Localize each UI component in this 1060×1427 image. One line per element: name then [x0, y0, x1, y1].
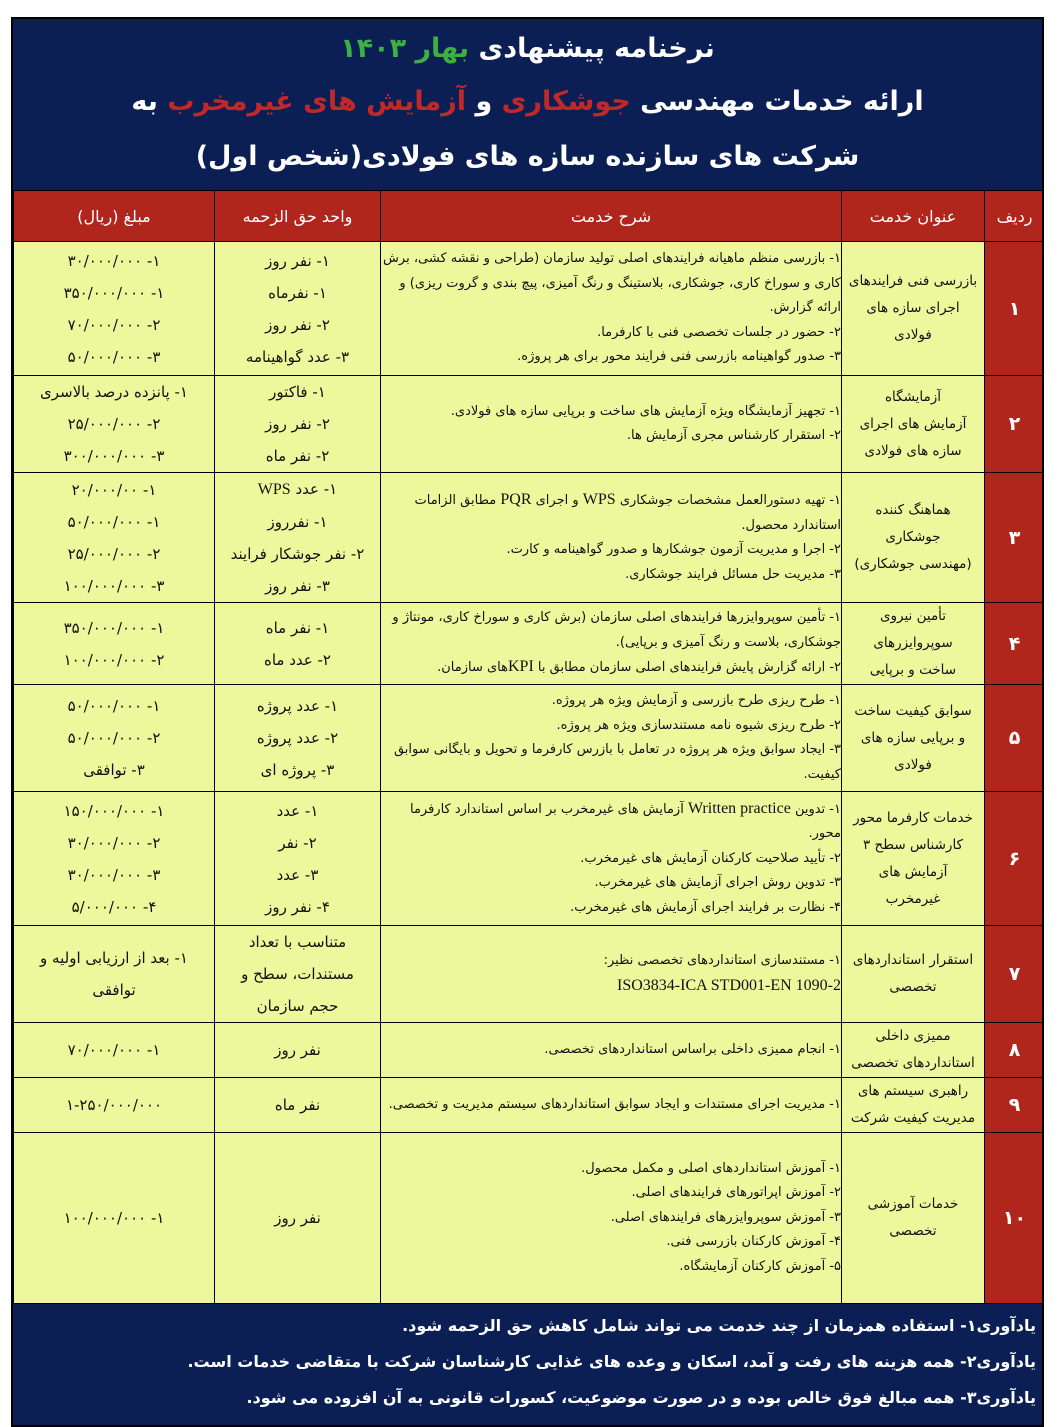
fee-unit-line: ۱- نفر روز	[265, 251, 330, 270]
service-title-line: فولادی	[894, 756, 932, 773]
amount-line: ۱- پانزده درصد بالاسری	[40, 383, 188, 401]
service-title-line: استانداردهای تخصصی	[851, 1055, 975, 1071]
fee-unit-line: ۴- نفر روز	[265, 897, 330, 916]
table-row	[14, 1023, 1045, 1078]
service-description-line: ۱- آموزش استانداردهای اصلی و مکمل محصول.	[581, 1160, 841, 1176]
amount	[14, 473, 215, 603]
table-row	[14, 242, 1045, 376]
amount-line: ۲- ۷۰/۰۰۰/۰۰۰	[67, 315, 161, 334]
amount-line: ۳- ۳۰/۰۰۰/۰۰۰	[67, 865, 161, 884]
service-title	[842, 1133, 985, 1304]
table-row	[14, 1133, 1045, 1304]
service-description-line: ۳- صدور گواهینامه بازرسی فنی فرایند محور برای هر پروژه.	[517, 349, 841, 365]
service-description-line: ۱- مدیریت اجرای مستندات و ایجاد سوابق استانداردهای سیستم مدیریت و تخصصی.	[388, 1096, 841, 1112]
service-title-line: کارشناس سطح ۳	[863, 836, 963, 853]
amount-line: ۳- توافقی	[83, 761, 145, 779]
service-description	[381, 1023, 842, 1078]
header-fee-unit: واحد حق الزحمه	[215, 191, 381, 242]
service-title-line: و برپایی سازه های	[860, 729, 966, 746]
fee-unit-line: ۲- نفر روز	[265, 315, 330, 334]
header-service-description: شرح خدمت	[381, 191, 842, 242]
header-service-title: عنوان خدمت	[842, 191, 985, 242]
amount-line: ۱- ۵۰/۰۰۰/۰۰۰	[67, 697, 161, 715]
amount-line: ۲- ۵۰/۰۰۰/۰۰۰	[67, 729, 161, 747]
fee-unit	[215, 473, 381, 603]
service-description-line: ۱- طرح ریزی طرح بازرسی و آزمایش ویژه هر پروژه.	[551, 693, 841, 708]
service-title-line: مدیریت کیفیت شرکت	[850, 1110, 976, 1126]
service-title-line: تخصصی	[889, 1223, 937, 1239]
row-number: ۳	[985, 473, 1045, 603]
service-title	[842, 792, 985, 926]
title-block	[13, 19, 1042, 190]
amount	[14, 376, 215, 473]
fee-unit-line: ۲- نفر روز	[265, 415, 330, 433]
fee-unit-line: نفر روز	[274, 1041, 321, 1059]
service-description-line: ۲- تأیید صلاحیت کارکنان آزمایش های غیرمخرب.	[580, 850, 841, 866]
amount-line: ۳- ۱۰۰/۰۰۰/۰۰۰	[63, 576, 165, 595]
amount-line: ۲- ۱۰۰/۰۰۰/۰۰۰	[63, 650, 165, 669]
title-prefix: نرخنامه پیشنهادی	[469, 33, 715, 64]
fee-unit	[215, 376, 381, 473]
service-title	[842, 926, 985, 1023]
amount-line: ۱- ۱۵۰/۰۰۰/۰۰۰	[63, 801, 165, 820]
service-title-line: سوپروایزرهای	[873, 635, 953, 651]
fee-unit-line: ۲- نفر	[278, 833, 317, 852]
fee-unit-line: ۲- نفر ماه	[265, 447, 330, 465]
fee-unit	[215, 603, 381, 685]
table-row	[14, 473, 1045, 603]
amount	[14, 685, 215, 792]
amount-line: ۱- ۱۰۰/۰۰۰/۰۰۰	[63, 1209, 165, 1227]
service-title-line: اجرای سازه های	[866, 300, 960, 316]
service-description	[381, 792, 842, 926]
title-line-2	[13, 74, 1042, 129]
service-title	[842, 685, 985, 792]
fee-unit-line: ۱- نفرماه	[268, 283, 327, 302]
service-title-line: بازرسی فنی فرایندهای	[848, 273, 978, 289]
table-body	[14, 242, 1045, 1304]
service-description-line: ۴- آموزش کارکنان بازرسی فنی.	[666, 1234, 841, 1250]
amount	[14, 792, 215, 926]
table-row	[14, 1078, 1045, 1133]
amount-line: ۳- ۳۰۰/۰۰۰/۰۰۰	[63, 447, 165, 465]
service-title-line: راهبری سیستم های	[857, 1083, 969, 1099]
service-description-line: ۱- تأمین سوپروایزرها فرایندهای اصلی سازمان (برش کاری و سوراخ کاری، مونتاژ و جوشکاری، بلاست و رنگ آمیزی و برپایی).	[392, 610, 841, 650]
title-ndt-highlight: آزمایش های غیرمخرب	[167, 86, 467, 117]
amount-line: ۱- ۳۵۰/۰۰۰/۰۰۰	[63, 618, 165, 637]
title-season-highlight: بهار ۱۴۰۳	[340, 33, 470, 64]
service-title-line: غیرمخرب	[885, 890, 941, 907]
service-title	[842, 376, 985, 473]
amount-line: ۲- ۲۵/۰۰۰/۰۰۰	[67, 544, 161, 563]
footer-note-3: یادآوری۳- همه مبالغ فوق خالص بوده و در صورت موضوعیت، کسورات قانونی به آن افزوده می شود.	[246, 1388, 1036, 1407]
service-description-line: ۳- مدیریت حل مسائل فرایند جوشکاری.	[625, 566, 841, 582]
table-header-row	[14, 191, 1045, 242]
service-description	[381, 242, 842, 376]
fee-unit-line: ۱- نفرروز	[267, 513, 328, 531]
amount-line: ۱- ۵۰/۰۰۰/۰۰۰	[67, 512, 161, 531]
amount-line: ۱- ۳۵۰/۰۰۰/۰۰۰	[63, 283, 165, 302]
footer-clipped-line	[13, 1416, 1036, 1427]
amount-line: ۴- ۵/۰۰۰/۰۰۰	[71, 897, 157, 916]
service-description-line: ۱- انجام ممیزی داخلی براساس استانداردهای تخصصی.	[544, 1041, 841, 1057]
service-description-line: ۲- استقرار کارشناس مجری آزمایش ها.	[626, 428, 841, 443]
title-line-3: شرکت های سازنده سازه های فولادی(شخص اول)	[195, 141, 860, 172]
fee-unit-line: ۳- پروژه ای	[260, 761, 335, 779]
fee-unit-line: نفر روز	[274, 1209, 321, 1227]
rates-table	[13, 190, 1044, 1304]
amount-line: ۲- ۲۵/۰۰۰/۰۰۰	[67, 415, 161, 433]
amount-line: ۱- بعد از ارزیابی اولیه و	[40, 949, 188, 967]
service-title	[842, 1023, 985, 1078]
row-number: ۱۰	[985, 1133, 1045, 1304]
fee-unit-line: ۱- عدد WPS	[257, 480, 338, 498]
fee-unit-line: ۱- عدد پروژه	[256, 697, 339, 715]
fee-unit-line: مستندات، سطح و	[241, 965, 354, 983]
row-number: ۲	[985, 376, 1045, 473]
fee-unit	[215, 685, 381, 792]
table-row	[14, 685, 1045, 792]
fee-unit	[215, 1078, 381, 1133]
service-title-line: (مهندسی جوشکاری)	[854, 556, 972, 572]
amount	[14, 1023, 215, 1078]
amount-line: ۱- ۳۰/۰۰۰/۰۰۰	[67, 251, 161, 270]
service-description	[381, 685, 842, 792]
fee-unit-line: ۱- عدد	[276, 801, 319, 820]
service-title-line: تأمین نیروی	[879, 608, 947, 624]
footer-note-1: یادآوری۱- استفاده همزمان از چند خدمت می تواند شامل کاهش حق الزحمه شود.	[402, 1316, 1036, 1335]
service-description-line: ۳- آموزش سوپروایزرهای فرایندهای اصلی.	[610, 1209, 841, 1225]
service-description-line: ۲- ارائه گزارش پایش فرایندهای اصلی سازمان مطابق با KPIهای سازمان.	[437, 658, 841, 676]
fee-unit	[215, 242, 381, 376]
service-title-line: فولادی	[894, 327, 932, 343]
service-title-line: سوابق کیفیت ساخت	[854, 702, 972, 719]
service-description	[381, 376, 842, 473]
table-row	[14, 603, 1045, 685]
fee-unit-line: ۳- نفر روز	[265, 577, 330, 595]
fee-unit-line: حجم سازمان	[256, 997, 339, 1015]
service-description	[381, 1133, 842, 1304]
service-title-line: استقرار استانداردهای	[852, 952, 974, 968]
fee-unit-line: ۲- نفر جوشکار فرایند	[230, 545, 365, 563]
title-welding-highlight: جوشکاری	[501, 86, 631, 117]
service-description-line: ۱- بازرسی منظم ماهیانه فرایندهای اصلی تولید سازمان (طراحی و نقشه کشی، برش کاری و سوراخ کاری، جوشکاری، بلاستینگ و رنگ آمیزی، پیچ بندی و گروت ریزی) و ارائه گزارش.	[383, 251, 841, 316]
amount	[14, 242, 215, 376]
row-number: ۶	[985, 792, 1045, 926]
fee-unit	[215, 1133, 381, 1304]
header-row-number: ردیف	[985, 191, 1045, 242]
row-number: ۸	[985, 1023, 1045, 1078]
service-title-line: هماهنگ کننده	[875, 502, 951, 518]
service-title	[842, 473, 985, 603]
rate-sheet	[11, 17, 1044, 1427]
service-title	[842, 603, 985, 685]
row-number: ۹	[985, 1078, 1045, 1133]
service-description-line: ۱- تدوین Written practice آزمایش های غیرمخرب بر اساس استاندارد کارفرما محور.	[409, 799, 841, 842]
amount	[14, 603, 215, 685]
fee-unit-line: نفر ماه	[274, 1096, 321, 1114]
amount	[14, 1133, 215, 1304]
title-text: ارائه خدمات مهندسی	[630, 86, 924, 117]
table-row	[14, 926, 1045, 1023]
title-text: و	[466, 86, 502, 117]
fee-unit-line: ۱- فاکتور	[269, 383, 326, 401]
fee-unit-line: ۱- نفر ماه	[265, 618, 330, 637]
service-description-line: ۲- اجرا و مدیریت آزمون جوشکارها و صدور گواهینامه و کارت.	[506, 542, 841, 557]
service-description-line: ۲- آموزش اپراتورهای فرایندهای اصلی.	[631, 1185, 841, 1201]
service-title-line: آزمایشگاه	[884, 388, 942, 405]
service-description	[381, 603, 842, 685]
fee-unit-line: ۳- عدد گواهینامه	[245, 347, 350, 366]
title-text: به	[131, 86, 168, 117]
service-title	[842, 1078, 985, 1133]
fee-unit-line: ۲- عدد ماه	[264, 650, 331, 669]
service-description	[381, 926, 842, 1023]
title-line-1	[13, 19, 1042, 74]
fee-unit-line: متناسب با تعداد	[248, 933, 347, 951]
service-title-line: سازه های فولادی	[864, 442, 962, 459]
fee-unit	[215, 1023, 381, 1078]
service-description-line: ISO3834-ICA STD001-EN 1090-2	[617, 976, 841, 994]
amount-line: ۱- ۲۰/۰۰۰/۰۰	[71, 480, 157, 499]
fee-unit-line: ۳- عدد	[276, 865, 319, 884]
service-title-line: خدمات کارفرما محور	[853, 809, 973, 826]
amount	[14, 926, 215, 1023]
service-title-line: ممیزی داخلی	[875, 1028, 951, 1044]
service-description-line: ۲- حضور در جلسات تخصصی فنی با کارفرما.	[597, 324, 841, 340]
table-row	[14, 792, 1045, 926]
row-number: ۴	[985, 603, 1045, 685]
service-description-line: ۱- تجهیز آزمایشگاه ویژه آزمایش های ساخت و برپایی سازه های فولادی.	[450, 403, 841, 419]
amount	[14, 1078, 215, 1133]
service-title-line: آزمایش های اجرای	[859, 415, 967, 432]
service-description-line: ۴- نظارت بر فرایند اجرای آزمایش های غیرمخرب.	[570, 899, 841, 915]
row-number: ۷	[985, 926, 1045, 1023]
amount-line: ۱-۲۵۰/۰۰۰/۰۰۰	[65, 1096, 163, 1114]
fee-unit-line: ۲- عدد پروژه	[256, 729, 339, 747]
service-title-line: آزمایش های	[878, 863, 948, 880]
footer-notes	[13, 1304, 1042, 1427]
service-title-line: تخصصی	[889, 979, 937, 995]
table-row	[14, 376, 1045, 473]
footer-note-2: یادآوری۲- همه هزینه های رفت و آمد، اسکان و وعده های غذایی کارشناسان شرکت با متقاضی خدمات است.	[187, 1352, 1036, 1371]
amount-line: توافقی	[92, 981, 136, 999]
service-description-line: ۳- ایجاد سوابق ویژه هر پروژه در تعامل با بازرس کارفرما و تحویل و بایگانی سوابق کیفیت.	[393, 742, 841, 782]
service-description	[381, 1078, 842, 1133]
service-title-line: ساخت و برپایی	[869, 662, 957, 678]
service-title-line: جوشکاری	[885, 529, 941, 545]
service-title	[842, 242, 985, 376]
fee-unit	[215, 792, 381, 926]
header-amount: مبلغ (ریال)	[14, 191, 215, 242]
row-number: ۱	[985, 242, 1045, 376]
service-description-line: ۲- طرح ریزی شیوه نامه مستندسازی ویژه هر پروژه.	[556, 717, 841, 733]
service-description-line: ۵- آموزش کارکنان آزمایشگاه.	[679, 1258, 841, 1274]
fee-unit	[215, 926, 381, 1023]
service-description-line: ۱- مستندسازی استانداردهای تخصصی نظیر:	[603, 953, 841, 968]
service-title-line: خدمات آموزشی	[867, 1196, 959, 1212]
service-description-line: ۳- تدوین روش اجرای آزمایش های غیرمخرب.	[594, 875, 841, 891]
service-description-line: ۱- تهیه دستورالعمل مشخصات جوشکاری WPS و اجرای PQR مطابق الزامات استاندارد محصول.	[414, 491, 841, 533]
amount-line: ۱- ۷۰/۰۰۰/۰۰۰	[67, 1041, 161, 1059]
amount-line: ۲- ۳۰/۰۰۰/۰۰۰	[67, 833, 161, 852]
row-number: ۵	[985, 685, 1045, 792]
service-description	[381, 473, 842, 603]
amount-line: ۳- ۵۰/۰۰۰/۰۰۰	[67, 347, 161, 366]
